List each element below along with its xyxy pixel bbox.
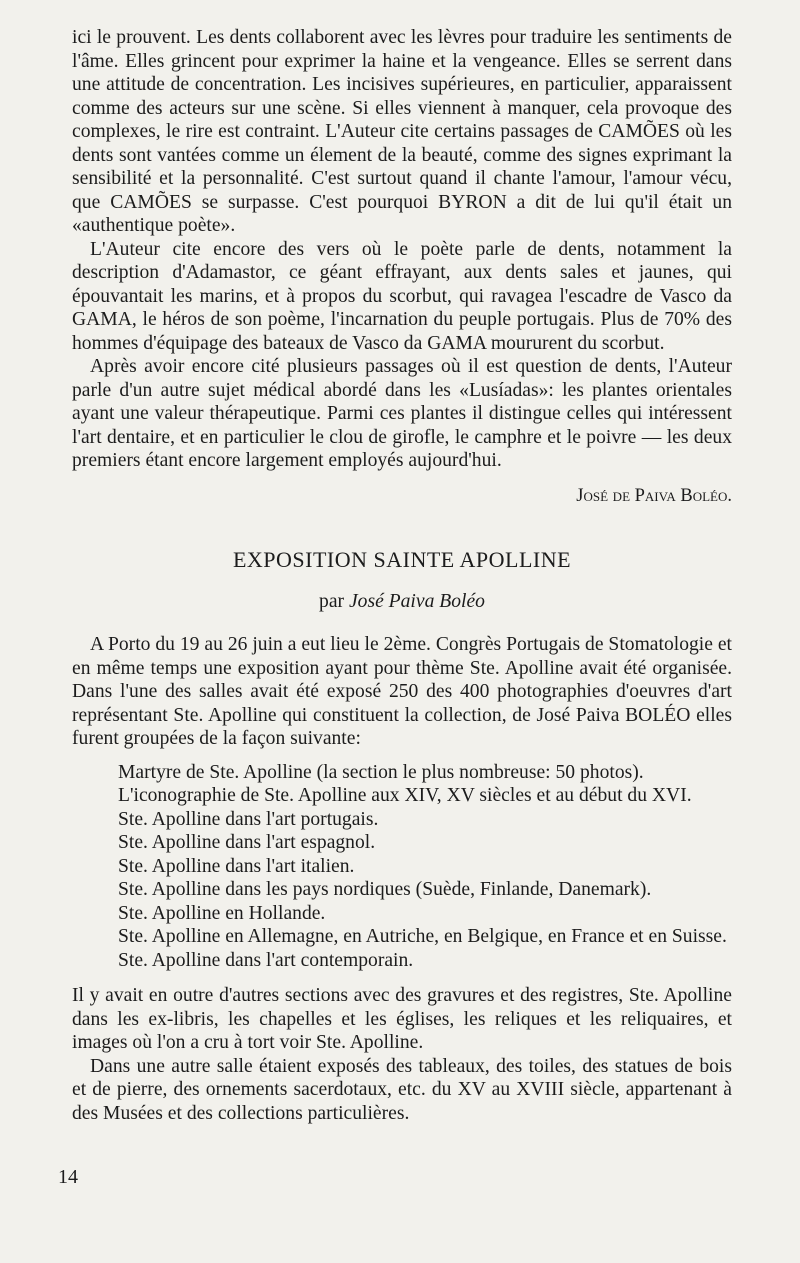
list-item: Ste. Apolline en Hollande. [118,902,326,924]
list-item: Ste. Apolline dans l'art italien. [118,855,355,877]
article-closing: Dans une autre salle étaient exposés des tableaux, des toiles, des statues de bois et de pierre, des ornements sacerdotaux, etc. du XV au XVIII siècle, appartenant à des Musées et des collections particulières. [72,1055,732,1124]
list-item: Ste. Apolline en Allemagne, en Autriche, en Belgique, en France et en Suisse. [118,926,727,947]
review-paragraph-2: L'Auteur cite encore des vers où le poète parle de dents, notamment la description d'Adamastor, ce géant effrayant, aux dents sales et jaunes, qui épouvantait les marins, et à propos du scorbut, qui ravagea l'escadre de Vasco da GAMA, le héros de son poème, l'incarnation du peuple portugais. Plus de 70% des hommes d'équipage des bateaux de Vasco da GAMA moururent du scorbut. [72,238,732,354]
list-item: Ste. Apolline dans l'art portugais. [118,808,379,830]
review-signature: José de Paiva Boléo. [576,485,732,506]
page-number: 14 [58,1166,78,1188]
list-item: Ste. Apolline dans l'art espagnol. [118,832,376,853]
list-item: L'iconographie de Ste. Apolline aux XIV, XV siècles et au début du XVI. [118,785,692,806]
article-title: EXPOSITION SAINTE APOLLINE [232,547,572,572]
article-after-list: Il y avait en outre d'autres sections avec des gravures et des registres, Ste. Apolline dans les ex-libris, les chapelles et les églises, les reliques et les reliquaires, et images où l'on a cru à tort voir Ste. Apolline. [72,985,732,1053]
list-item: Ste. Apolline dans les pays nordiques (Suède, Finlande, Danemark). [118,879,652,900]
review-paragraph-1: ici le prouvent. Les dents collaborent avec les lèvres pour traduire les sentiments de l'âme. Elles grincent pour exprimer la haine et la vengeance. Elles se serrent dans une attitude de concentration. Les incisives supérieures, en particulier, apparaissent comme des acteurs sur une scène. Si elles viennent à manquer, cela provoque des complexes, le rire est contraint. L'Auteur cite certains passages de CAMÕES où les dents sont vantées comme un élement de la beauté, comme des signes exprimant la sensibilité et la personnalité. C'est surtout quand il chante l'amour, l'amour vécu, que CAMÕES se surpasse. C'est pourquoi BYRON a dit de lui qu'il était un «authentique poète». [72,27,732,236]
exhibition-sections-list [72,761,732,973]
page-content [72,26,732,1125]
list-item: Ste. Apolline dans l'art contemporain. [118,949,414,971]
byline-prefix: par [319,590,345,612]
article-intro: A Porto du 19 au 26 juin a eut lieu le 2ème. Congrès Portugais de Stomatologie et en même temps une exposition ayant pour thème Ste. Apolline avait été organisée. Dans l'une des salles avait été exposé 250 des 400 photographies d'oeuvres d'art représentant Ste. Apolline qui constituent la collection, de José Paiva BOLÉO elles furent groupées de la façon suivante: [72,634,732,749]
article-byline [72,590,732,614]
byline-author: José Paiva Boléo [348,590,485,612]
review-paragraph-3: Après avoir encore cité plusieurs passages où il est question de dents, l'Auteur parle d'un autre sujet médical abordé dans les «Lusíadas»: les plantes orientales ayant une valeur thérapeutique. Parmi ces plantes il distingue celles qui intéressent l'art dentaire, et en particulier le clou de girofle, le camphre et le poivre — les deux premiers étant encore largement employés aujourd'hui. [72,356,732,471]
list-item: Martyre de Ste. Apolline (la section le plus nombreuse: 50 photos). [118,761,644,783]
